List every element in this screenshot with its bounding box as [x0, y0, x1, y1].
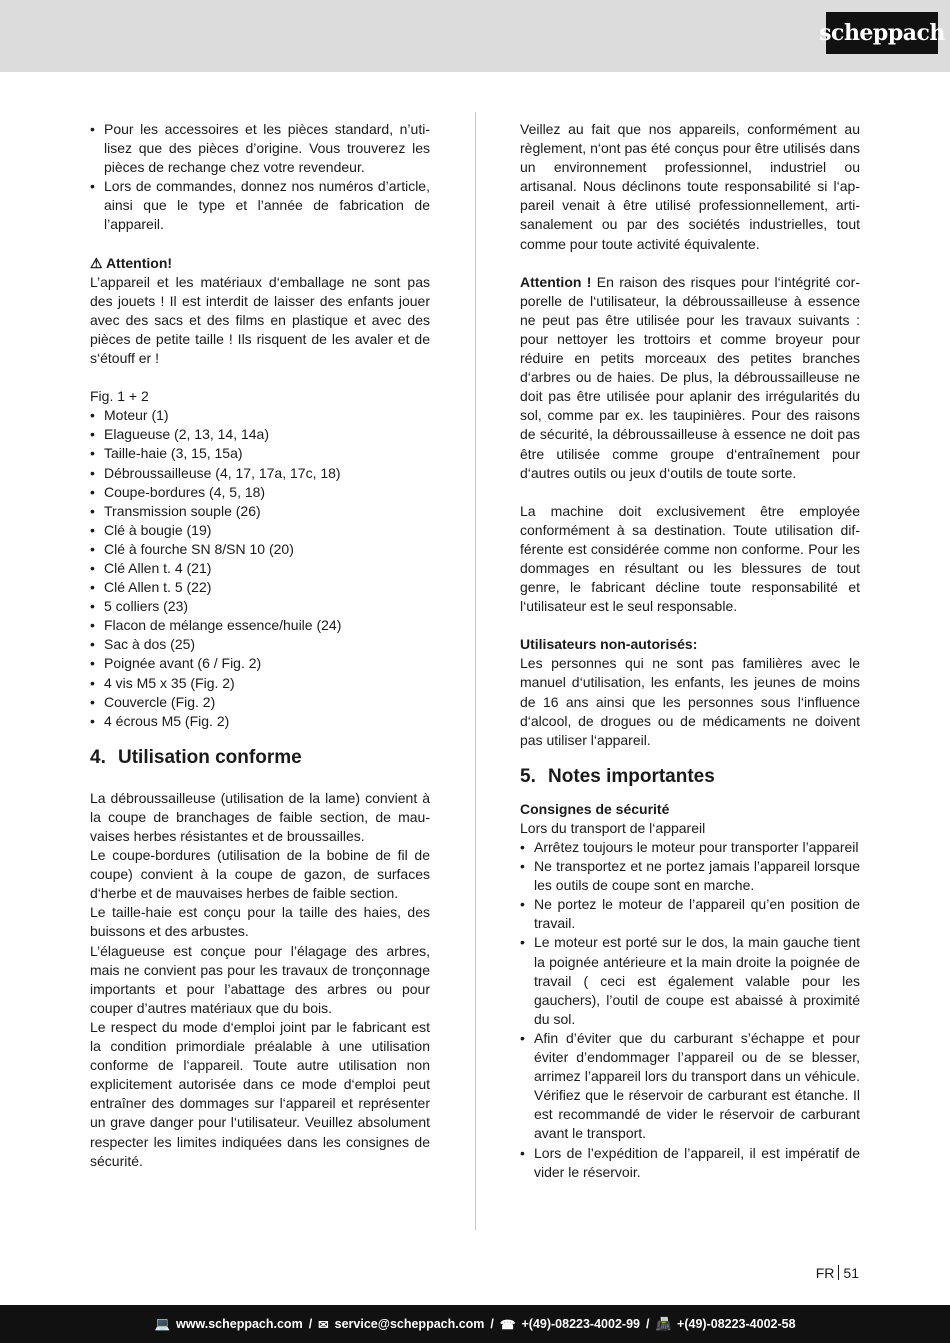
list-item: • Pour les accessoires et les pièces standard, n’utilisez que des pièces d’origine. Vous trouverez les pièces de rechange chez votre revendeur.	[90, 120, 430, 177]
section-title: Notes importantes	[548, 765, 715, 787]
fax-icon: 📠	[655, 1316, 672, 1331]
list-item: • 4 vis M5 x 35 (Fig. 2)	[90, 674, 430, 693]
list-item: • Arrêtez toujours le moteur pour transporter l’appareil	[520, 838, 860, 857]
body-paragraph: La débroussailleuse (utilisation de la lame) convient à la coupe de branchages de faible section, de mauvaises herbes résistantes et de broussailles.	[90, 789, 430, 844]
list-item: • Taille-haie (3, 15, 15a)	[90, 444, 430, 463]
list-item: • Le moteur est porté sur le dos, la main gauche tient la poignée antérieure et la main droite la poignée de travail ( ceci est également valable pour les gauchers), l’outil de coupe est abaissé à proximité du sol.	[520, 933, 860, 1028]
warning-icon: ⚠	[90, 254, 103, 271]
section-5-heading	[520, 764, 860, 790]
attention-label: Attention !	[520, 273, 592, 290]
list-item: • Lors de commandes, donnez nos numéros d’article, ainsi que le type et l’année de fabrication de l’appareil.	[90, 177, 430, 234]
attention-text: L’appareil et les matériaux d‘emballage ne sont pas des jouets ! Il est interdit de laisser des enfants jouer avec des sacs et des films en plastique et avec des pièces de petite taille ! Ils risquent de les avaler et de s‘étouff er !	[90, 273, 430, 367]
computer-icon: 💻	[154, 1316, 171, 1331]
list-item: • Clé Allen t. 5 (22)	[90, 578, 430, 597]
page-number-value: 51	[843, 1265, 859, 1281]
section-number: 4.	[90, 746, 106, 768]
attention-paragraph	[520, 273, 860, 483]
list-item: • Elagueuse (2, 13, 14, 14a)	[90, 425, 430, 444]
email-link[interactable]: service@scheppach.com	[334, 1317, 485, 1331]
separator: /	[645, 1317, 650, 1331]
body-paragraph: Le coupe-bordures (utilisation de la bobine de fil de coupe) convient à la coupe de gazon, de surfaces d‘herbe et de mauvaises herbes de faible section.	[90, 847, 430, 902]
phone-number: +(49)-08223-4002-99	[521, 1317, 640, 1331]
list-item: • Lors de l’expédition de l’appareil, il est impératif de vider le réservoir.	[520, 1144, 860, 1182]
body-paragraph: Veillez au fait que nos appareils, conformément au règlement, n‘ont pas été conçus pour être utilisés dans un environnement professionnel, industriel ou artisanal. Nous déclinons toute responsabilité si l‘appareil venait à être utilisé professionnellement, artisanalement ou par des sociétés industrielles, tout comme pour toute activité équivalente.	[520, 121, 860, 252]
list-item: • Sac à dos (25)	[90, 635, 430, 654]
list-item: • Clé Allen t. 4 (21)	[90, 559, 430, 578]
list-item: • Flacon de mélange essence/huile (24)	[90, 616, 430, 635]
list-item: • Ne transportez et ne portez jamais l’appareil lorsque les outils de coupe sont en marche.	[520, 857, 860, 895]
body-paragraph: Le taille-haie est conçu pour la taille des haies, des buissons et des arbustes.	[90, 904, 430, 940]
transport-label: Lors du transport de l‘appareil	[520, 819, 706, 836]
body-paragraph: La machine doit exclusivement être employée conformément à sa destination. Toute utilisation différente est considérée comme non conforme. Pour les dommages en résultant ou les blessures de tout genre, le fabricant décline toute responsabilité et l‘utilisateur est le seul responsable.	[520, 502, 860, 615]
fig-label: Fig. 1 + 2	[90, 388, 149, 405]
list-item: • Clé à bougie (19)	[90, 521, 430, 540]
attention-title: Attention!	[105, 254, 173, 271]
section-number: 5.	[520, 765, 536, 787]
list-item: • Moteur (1)	[90, 406, 430, 425]
body-paragraph: L’élagueuse est conçue pour l’élagage des arbres, mais ne convient pas pour les travaux de tronçonnage importants et pour l’abattage des arbres ou pour couper d’autres matériaux que du bois.	[90, 942, 430, 1016]
list-item: • 5 colliers (23)	[90, 597, 430, 616]
intro-list	[90, 120, 430, 235]
separator: /	[308, 1317, 313, 1331]
unauthorized-users-heading: Utilisateurs non-autorisés:	[520, 636, 698, 653]
list-item: • Clé à fourche SN 8/SN 10 (20)	[90, 540, 430, 559]
list-item: • Coupe-bordures (4, 5, 18)	[90, 483, 430, 502]
section-title: Utilisation conforme	[118, 746, 302, 768]
transport-list	[520, 838, 860, 1182]
header-bar	[0, 0, 950, 72]
left-column	[90, 120, 430, 1171]
section-4-heading	[90, 745, 430, 771]
page-number	[816, 1265, 859, 1281]
body-paragraph: Le respect du mode d‘emploi joint par le fabricant est la condition primordiale préalable à une utilisation conforme de l‘appareil. Toute autre utilisation non explicitement autorisée dans ce mode d‘emploi peut entraîner des dommages sur l‘appareil et représenter un grave danger pour l‘utilisateur. Veuillez absolument respecter les limites indiquées dans les consignes de sécurité.	[90, 1018, 430, 1169]
list-item: • Débroussailleuse (4, 17, 17a, 17c, 18)	[90, 464, 430, 483]
list-item: • Ne portez le moteur de l’appareil qu’en position de travail.	[520, 895, 860, 933]
fax-number: +(49)-08223-4002-58	[677, 1317, 796, 1331]
list-item: • Couvercle (Fig. 2)	[90, 693, 430, 712]
list-item: • Afin d’éviter que du carburant s’échappe et pour éviter d’endommager l’appareil ou de se blesser, arrimez l’appareil lors du transport dans un véhicule. Vérifiez que le réservoir de carburant est étanche. Il est recommandé de vider le réservoir de carburant avant le transport.	[520, 1029, 860, 1144]
right-column	[520, 120, 860, 1182]
phone-icon: ☎	[499, 1317, 516, 1332]
fig-items-list	[90, 406, 430, 731]
separator: /	[490, 1317, 494, 1331]
footer-bar	[0, 1305, 950, 1343]
column-divider	[475, 112, 476, 1230]
list-item: • Poignée avant (6 / Fig. 2)	[90, 654, 430, 673]
page-language: FR	[815, 1265, 835, 1281]
list-item: • 4 écrous M5 (Fig. 2)	[90, 712, 430, 731]
mail-icon: ✉	[318, 1317, 329, 1332]
list-item: • Transmission souple (26)	[90, 502, 430, 521]
body-paragraph: Les personnes qui ne sont pas familières avec le manuel d‘utilisation, les enfants, les jeunes de moins de 16 ans ainsi que les personnes sous l‘influence d‘alcool, de drogues ou de médicaments ne doivent pas utiliser l‘appareil.	[520, 655, 860, 748]
safety-heading: Consignes de sécurité	[520, 800, 670, 817]
attention-heading	[90, 254, 430, 273]
scheppach-logo: scheppach	[826, 12, 938, 54]
website-link[interactable]: www.scheppach.com	[176, 1317, 303, 1331]
attention-text: En raison des risques pour l‘intégrité corporelle de l‘utilisateur, la débroussailleuse à essence ne peut pas être utilisée pour les travaux suivants : pour nettoyer les trottoirs et comme broyeur pour réduire en petits morceaux des petites branches d‘arbres ou de haies. De plus, la débroussailleuse ne doit pas être utilisée pour aplanir des irrégularités du sol, comme par ex. les taupinières. Pour des raisons de sécurité, la débroussailleuse à essence ne doit pas être utilisée comme groupe d‘entraînement pour d‘autres outils ou jeux d‘outils de toute sorte.	[520, 273, 860, 481]
